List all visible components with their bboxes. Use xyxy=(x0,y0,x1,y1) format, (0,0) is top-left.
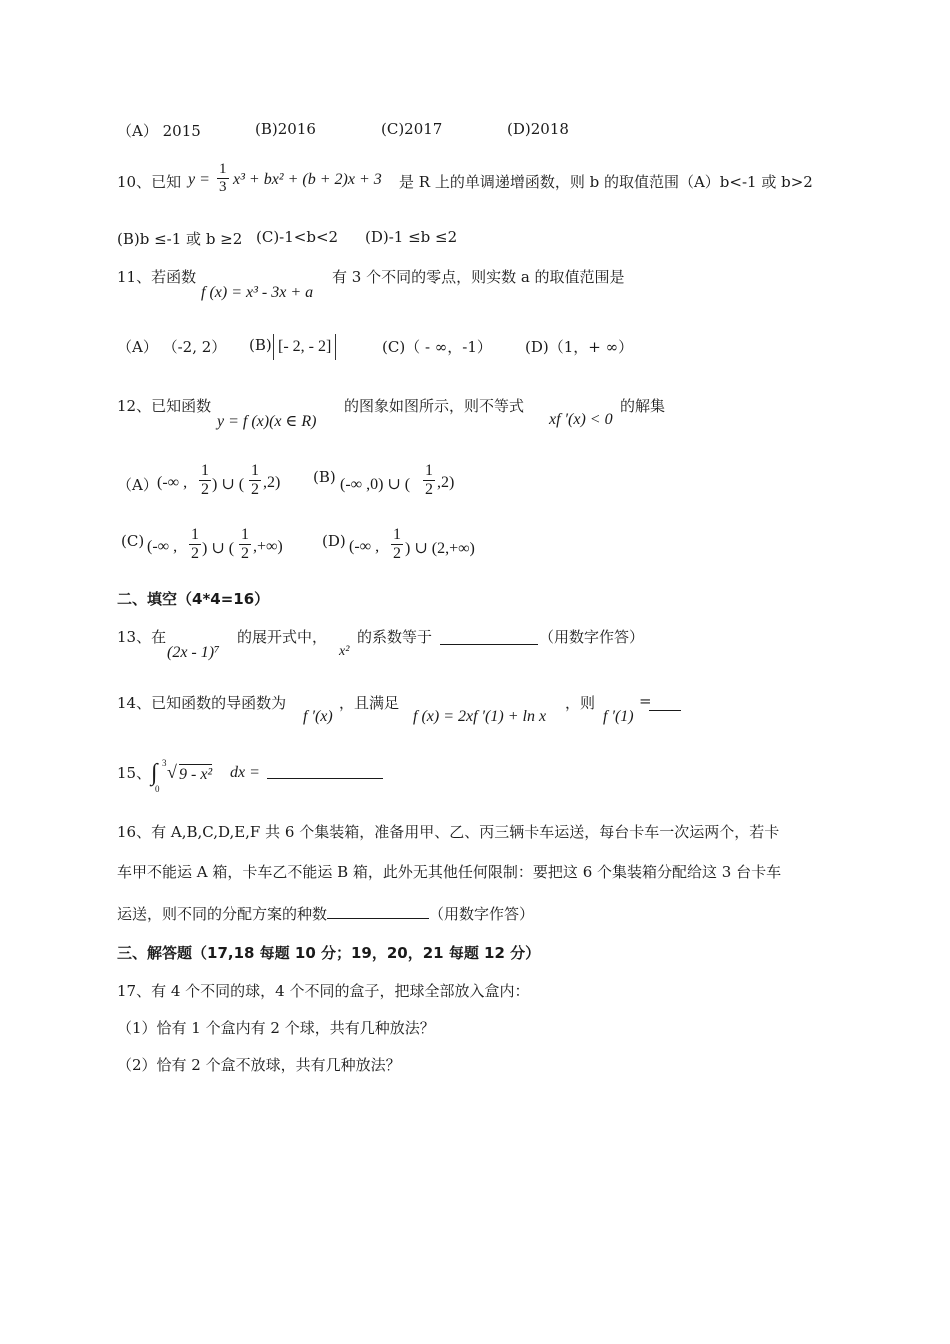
q9-option-d: (D)2018 xyxy=(507,120,569,138)
q12-option-c-frac1-num: 1 xyxy=(191,526,199,543)
q12-option-c-part1: (-∞ , xyxy=(147,538,178,555)
q14-mid: ，且满足 xyxy=(339,694,400,712)
q12-suffix: 的解集 xyxy=(620,397,666,415)
q12-option-a-end: ,2) xyxy=(263,474,281,491)
q15-integral-sign: ∫ xyxy=(151,760,158,786)
q12-option-d-part1: (-∞ , xyxy=(349,538,380,555)
q10-fraction xyxy=(217,161,229,195)
q12-option-c-frac1 xyxy=(189,526,201,562)
q14-answer-blank[interactable] xyxy=(649,692,681,711)
q16-line-1: 16、有 A,B,C,D,E,F 共 6 个集装箱，准备用甲、乙、丙三辆卡车运送，每台卡车一次运两个，若卡 xyxy=(117,823,780,841)
q10-option-d: (D)-1 ≤b ≤2 xyxy=(365,228,458,246)
q12-option-c-frac2 xyxy=(239,526,251,562)
q13-formula: (2x - 1)⁷ xyxy=(167,644,220,661)
q12-option-b-label: (B) xyxy=(313,468,336,486)
q12-option-a-frac2-num: 1 xyxy=(251,462,259,479)
q10-frac-num: 1 xyxy=(219,161,227,177)
q12-option-d-label: (D) xyxy=(322,532,346,550)
q11-option-c: (C)（ - ∞，-1） xyxy=(382,338,492,356)
q12-option-b-end: ,2) xyxy=(437,474,455,491)
q14-then: ，则 xyxy=(565,694,596,712)
q12-mid: 的图象如图所示，则不等式 xyxy=(344,397,525,415)
q12-option-d-end: ) ∪ (2,+∞) xyxy=(405,540,475,557)
q17-part-2: （2）恰有 2 个盒不放球，共有几种放法？ xyxy=(117,1056,401,1074)
q10-formula-tail: x³ + bx² + (b + 2)x + 3 xyxy=(233,171,382,188)
q13-stem xyxy=(117,626,837,666)
q12-option-a-frac1-num: 1 xyxy=(201,462,209,479)
q12-option-d-frac-num: 1 xyxy=(393,526,401,543)
q12-option-a-union: ) ∪ ( xyxy=(212,476,245,493)
q11-option-b-label: (B) xyxy=(249,336,272,354)
q12-stem xyxy=(117,395,817,435)
q15-radicand: 9 - x² xyxy=(179,766,213,783)
q16-tail: （用数字作答） xyxy=(429,905,535,923)
q9-option-b: (B)2016 xyxy=(255,120,316,138)
q13-x-squared: x² xyxy=(339,644,350,659)
q10-stem xyxy=(117,161,847,209)
q16-answer-blank[interactable] xyxy=(327,902,429,919)
q17-stem: 17、有 4 个不同的球，4 个不同的盒子，把球全部放入盒内： xyxy=(117,982,530,1000)
q12-option-b-frac xyxy=(423,462,435,498)
q11-options xyxy=(117,334,677,368)
q12-option-c-label: (C) xyxy=(121,532,145,550)
q12-option-b-part1: (-∞ ,0) ∪ ( xyxy=(340,476,411,493)
q12-option-a-frac2 xyxy=(249,462,261,498)
q10-suffix: 是 R 上的单调递增函数，则 b 的取值范围（A）b<-1 或 b>2 xyxy=(399,173,813,191)
q12-option-d-frac xyxy=(391,526,403,562)
q12-option-c-frac2-num: 1 xyxy=(241,526,249,543)
q14-fprime: f ′(x) xyxy=(303,708,333,725)
q12-inequality: xf ′(x) < 0 xyxy=(549,411,613,428)
q15-prefix: 15、 xyxy=(117,764,152,782)
q12-option-a-frac1-den: 2 xyxy=(201,480,209,498)
q15-sqrt-sign: √ xyxy=(167,762,177,782)
q12-option-c-end: ,+∞) xyxy=(253,538,283,555)
q12-option-c-frac1-den: 2 xyxy=(191,544,199,562)
q12-option-a-frac2-den: 2 xyxy=(251,480,259,498)
q9-options xyxy=(117,120,569,141)
q12-option-a-part1: (-∞ , xyxy=(157,474,188,491)
q14-stem xyxy=(117,692,837,732)
q12-option-d-frac-den: 2 xyxy=(393,544,401,562)
q9-option-a: （A） 2015 xyxy=(117,122,201,140)
q17-part-1: （1）恰有 1 个盒内有 2 个球，共有几种放法？ xyxy=(117,1019,435,1037)
q12-formula: y = f (x)(x ∈ R) xyxy=(217,413,317,430)
q13-mid: 的展开式中， xyxy=(237,628,328,646)
q11-formula: f (x) = x³ - 3x + a xyxy=(201,284,314,301)
q11-option-d: (D)（1，+ ∞） xyxy=(525,338,634,356)
q14-fprime1: f ′(1) xyxy=(603,708,634,725)
q14-prefix: 14、已知函数的导函数为 xyxy=(117,694,287,712)
q13-answer-blank[interactable] xyxy=(440,626,538,645)
q12-option-b-frac-num: 1 xyxy=(425,462,433,479)
q16-line-2: 车甲不能运 A 箱，卡车乙不能运 B 箱，此外无其他任何限制：要把这 6 个集装箱分配给这 3 台卡车 xyxy=(117,863,782,881)
q11-prefix: 11、若函数 xyxy=(117,268,197,286)
q16-line-3 xyxy=(117,902,534,924)
q10-option-c: (C)-1<b<2 xyxy=(256,228,339,246)
q15-lower-limit: 0 xyxy=(155,784,160,794)
q12-options-cd xyxy=(117,524,517,572)
q11-suffix: 有 3 个不同的零点，则实数 a 的取值范围是 xyxy=(332,268,625,286)
q16-line-3-text: 运送，则不同的分配方案的种数 xyxy=(117,905,328,923)
q14-formula: f (x) = 2xf ′(1) + ln x xyxy=(413,708,547,725)
q13-prefix: 13、在 xyxy=(117,628,167,646)
q15-dx: dx = xyxy=(230,764,260,781)
q10-option-b: (B)b ≤-1 或 b ≥2 xyxy=(117,230,243,248)
q12-option-a-label: （A） xyxy=(117,476,158,494)
q15-upper-limit: 3 xyxy=(162,758,167,768)
q12-prefix: 12、已知函数 xyxy=(117,397,212,415)
q10-y-eq: y = xyxy=(188,171,210,188)
q13-suffix: 的系数等于 xyxy=(357,628,433,646)
q10-options xyxy=(117,228,458,249)
q14-equals: = xyxy=(639,692,652,710)
q12-options-ab xyxy=(117,460,517,508)
q10-prefix: 10、已知 xyxy=(117,173,182,191)
q11-option-b-interval: [- 2, - 2] xyxy=(273,334,336,360)
q12-option-c-frac2-den: 2 xyxy=(241,544,249,562)
q12-option-a-frac1 xyxy=(199,462,211,498)
q10-frac-den: 3 xyxy=(219,178,227,195)
q12-option-c-union: ) ∪ ( xyxy=(202,540,235,557)
q11-option-a: （A） （-2, 2） xyxy=(117,338,227,356)
q9-option-c: (C)2017 xyxy=(381,120,443,138)
q11-stem xyxy=(117,266,817,310)
section-2-heading: 二、填空（4*4=16） xyxy=(117,590,270,608)
q15-answer-blank[interactable] xyxy=(267,762,383,779)
section-3-heading: 三、解答题（17,18 每题 10 分；19，20，21 每题 12 分） xyxy=(117,944,541,962)
q13-tail: （用数字作答） xyxy=(539,628,645,646)
q12-option-b-frac-den: 2 xyxy=(425,480,433,498)
q15-stem xyxy=(117,758,417,798)
